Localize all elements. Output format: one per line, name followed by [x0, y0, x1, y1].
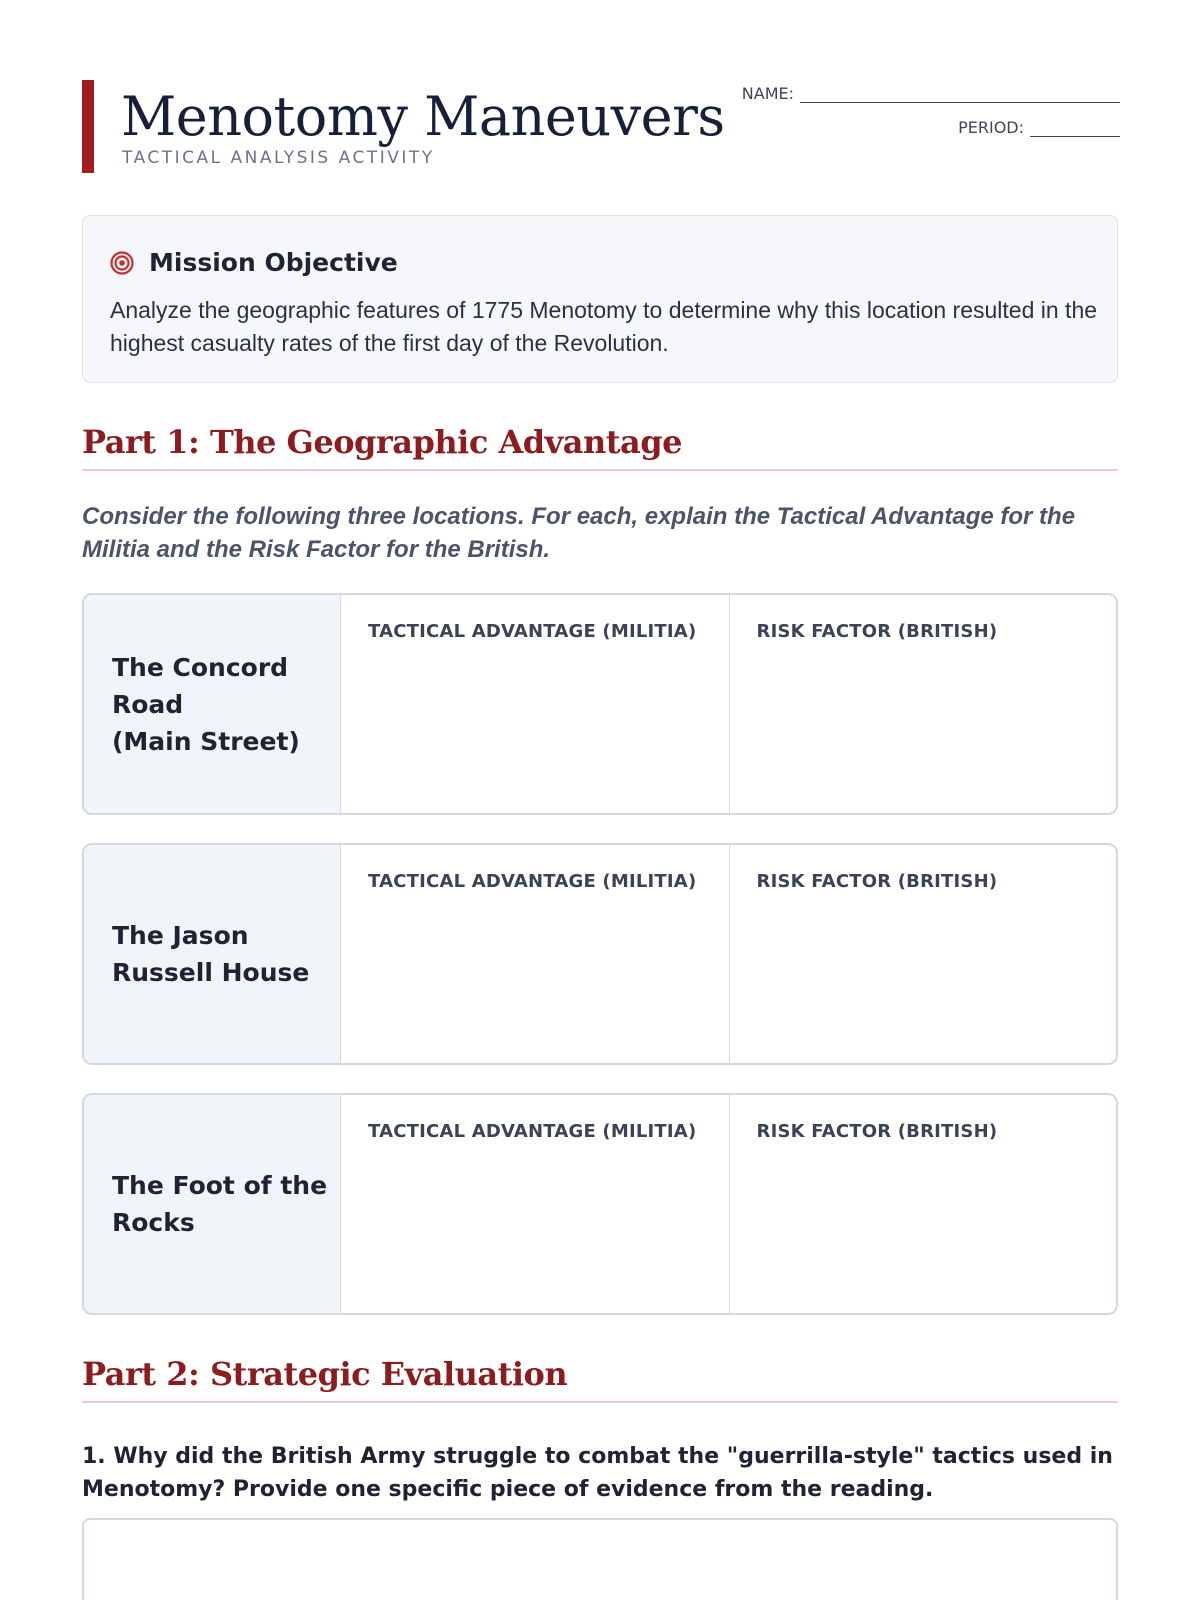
worksheet-header — [82, 80, 1120, 176]
tactical-advantage-label: TACTICAL ADVANTAGE (MILITIA) — [368, 1121, 697, 1142]
tactical-advantage-cell[interactable] — [341, 1095, 728, 1313]
mission-objective-box — [82, 215, 1118, 383]
name-field[interactable] — [742, 84, 1120, 103]
risk-factor-cell[interactable] — [729, 595, 1116, 813]
period-label: PERIOD: — [958, 118, 1024, 137]
tactical-advantage-label: TACTICAL ADVANTAGE (MILITIA) — [368, 621, 697, 642]
location-name: The Concord Road (Main Street) — [112, 652, 300, 756]
location-card — [82, 1093, 1118, 1315]
location-name-cell — [84, 1095, 341, 1313]
part1-instructions: Consider the following three locations. For each, explain the Tactical Advantage for the Militia and the Risk Factor for the British. — [82, 503, 1076, 563]
page-title: Menotomy Maneuvers — [121, 85, 725, 148]
location-card — [82, 843, 1118, 1065]
name-blank-line[interactable] — [800, 84, 1120, 103]
risk-factor-cell[interactable] — [729, 1095, 1116, 1313]
part2-title: Part 2: Strategic Evaluation — [82, 1355, 1118, 1403]
tactical-advantage-cell[interactable] — [341, 845, 728, 1063]
mission-text: Analyze the geographic features of 1775 Menotomy to determine why this location resulted in the highest casualty rates of the first day of the Revolution. — [110, 297, 1098, 356]
question-1: 1. Why did the British Army struggle to combat the "guerrilla-style" tactics used in Menotomy? Provide one specific piece of evidence from the reading. — [82, 1444, 1113, 1502]
risk-factor-label: RISK FACTOR (BRITISH) — [756, 871, 998, 892]
location-name-cell — [84, 595, 341, 813]
location-card — [82, 593, 1118, 815]
location-name-cell — [84, 845, 341, 1063]
accent-bar — [82, 80, 94, 173]
tactical-advantage-cell[interactable] — [341, 595, 728, 813]
period-blank-line[interactable] — [1030, 118, 1120, 137]
risk-factor-cell[interactable] — [729, 845, 1116, 1063]
target-icon — [110, 251, 134, 275]
tactical-advantage-label: TACTICAL ADVANTAGE (MILITIA) — [368, 871, 697, 892]
location-name: The Foot of the Rocks — [112, 1171, 328, 1237]
page-subtitle: TACTICAL ANALYSIS ACTIVITY — [122, 148, 435, 168]
location-name: The Jason Russell House — [112, 921, 310, 987]
mission-heading — [110, 248, 398, 277]
risk-factor-label: RISK FACTOR (BRITISH) — [756, 621, 998, 642]
mission-title: Mission Objective — [149, 248, 398, 277]
answer-box[interactable] — [82, 1518, 1118, 1600]
risk-factor-label: RISK FACTOR (BRITISH) — [756, 1121, 998, 1142]
period-field[interactable] — [958, 118, 1120, 137]
name-label: NAME: — [741, 84, 794, 103]
part1-title: Part 1: The Geographic Advantage — [82, 423, 1118, 471]
